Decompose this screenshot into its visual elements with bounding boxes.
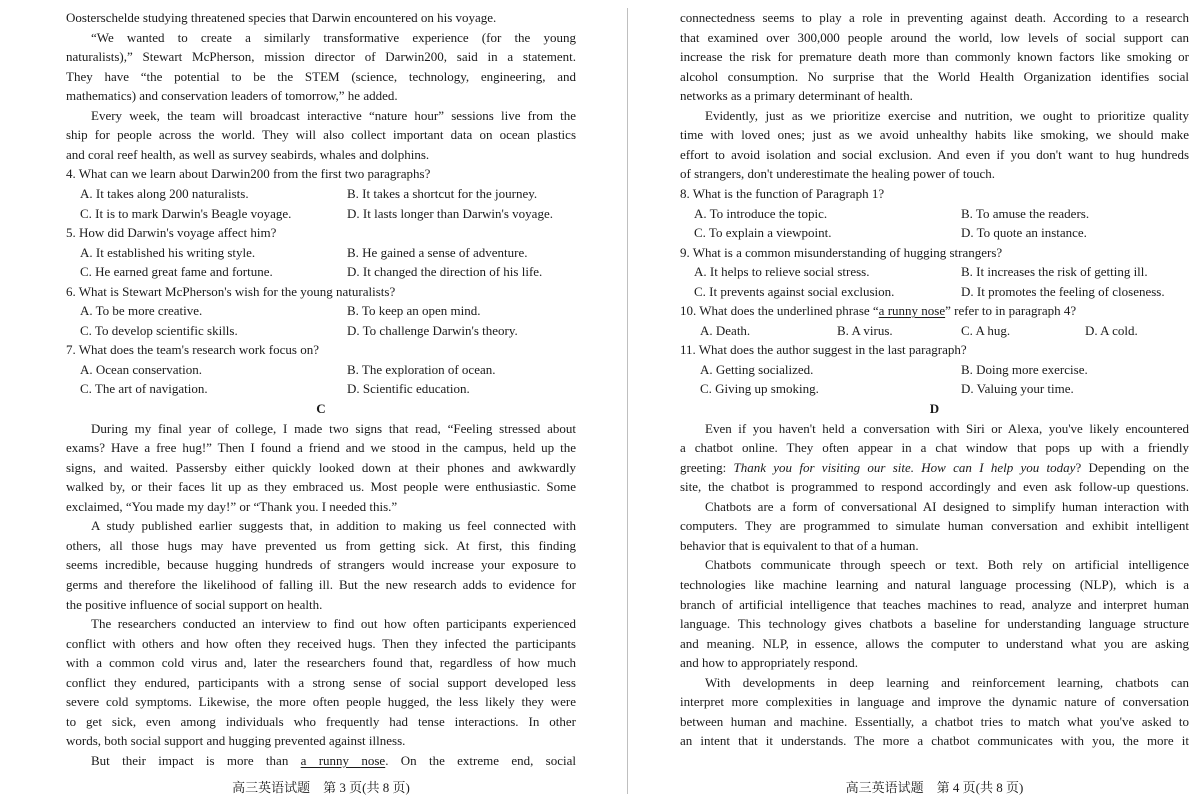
- left-page: [66, 0, 576, 806]
- passage-d-line: and meaning. NLP, in essence, allows the computer to understand what you are asking: [680, 635, 1189, 651]
- text-span: greeting:: [680, 459, 734, 475]
- passage-c-line: words, both social support and hugging prevented against illness.: [66, 733, 406, 749]
- answer-option: D. It lasts longer than Darwin's voyage.: [347, 205, 553, 221]
- text-span: But their impact is more than: [91, 752, 301, 768]
- answer-option: C. It prevents against social exclusion.: [694, 283, 895, 299]
- answer-option: B. He gained a sense of adventure.: [347, 244, 528, 260]
- passage-d-line: site, the chatbot is programmed to respond accordingly and even ask follow-up questions.: [680, 479, 1189, 495]
- passage-line: and coral reef health, as well as survey seabirds, whales and dolphins.: [66, 146, 430, 162]
- passage-d-line: technologies like machine learning and natural language processing (NLP), which is a: [680, 576, 1189, 592]
- passage-d-line: behavior that is equivalent to that of a human.: [680, 537, 919, 553]
- passage-line: networks as a primary determinant of health.: [680, 88, 913, 104]
- question-stem: 6. What is Stewart McPherson's wish for the young naturalists?: [66, 283, 396, 299]
- passage-c-line: with a common cold virus and, later the researchers found that, regardless of how much: [66, 655, 576, 671]
- answer-option: A. Getting socialized.: [700, 361, 814, 377]
- greeting-line: [680, 458, 1189, 478]
- passage-c-line: A study published earlier suggests that, in addition to making us feel connected with: [91, 518, 576, 534]
- answer-option: D. Valuing your time.: [961, 381, 1074, 397]
- question-stem: 8. What is the function of Paragraph 1?: [680, 185, 885, 201]
- question-stem: 9. What is a common misunderstanding of hugging strangers?: [680, 244, 1003, 260]
- text-span: ? Depending on the: [1075, 459, 1189, 475]
- italic-greeting: Thank you for visiting our site. How can I help you today: [733, 459, 1076, 475]
- passage-c-line: exams? Have a free hug!” Then I found a friend and we stood in the campus, held up the: [66, 440, 576, 456]
- passage-line: mathematics) and conservation leaders of tomorrow,” he added.: [66, 88, 398, 104]
- passage-d-line: Even if you haven't held a conversation with Siri or Alexa, you've likely encountered: [705, 420, 1189, 436]
- passage-d-line: branch of artificial intelligence that teaches machines to read, analyze and interpret human: [680, 596, 1189, 612]
- text-span: ” refer to in paragraph 4?: [945, 303, 1077, 319]
- passage-c-line: exclaimed, “You made my day!” or “Thank you. I needed this.”: [66, 498, 398, 514]
- passage-d-line: between human and machine. Essentially, a chatbot tries to match what you've asked to: [680, 713, 1189, 729]
- answer-option: D. Scientific education.: [347, 381, 470, 397]
- answer-option: D. It promotes the feeling of closeness.: [961, 283, 1165, 299]
- passage-line: of strangers, don't underestimate the healing power of touch.: [680, 166, 995, 182]
- passage-c-line: conflict they endured, participants with a strong sense of social support developed less: [66, 674, 576, 690]
- passage-d-line: an intent that it understands. The more a chatbot communicates with you, the more it: [680, 733, 1189, 749]
- right-page: [680, 0, 1189, 806]
- answer-option: C. To explain a viewpoint.: [694, 225, 832, 241]
- answer-option: C. He earned great fame and fortune.: [80, 264, 273, 280]
- question-stem: 4. What can we learn about Darwin200 from the first two paragraphs?: [66, 166, 431, 182]
- passage-c-line: During my final year of college, I made two signs that read, “Feeling stressed about: [91, 420, 576, 436]
- passage-line: that examined over 300,000 people around the world, low levels of social support can: [680, 29, 1189, 45]
- page-divider: [627, 8, 628, 794]
- question-stem-11: 11. What does the author suggest in the last paragraph?: [680, 342, 967, 358]
- answer-option: D. A cold.: [1085, 322, 1138, 338]
- passage-c-line: conflict with others and how often they received hugs. Then they infected the participants: [66, 635, 576, 651]
- passage-c-line: severe cold symptoms. Likewise, the more often people hugged, the less likely they were: [66, 694, 576, 710]
- answer-option: C. The art of navigation.: [80, 381, 208, 397]
- section-heading-d: D: [929, 401, 940, 416]
- answer-option: B. To keep an open mind.: [347, 303, 481, 319]
- passage-c-line: The researchers conducted an interview to find out how often participants experienced: [91, 616, 576, 632]
- underlined-phrase: a runny nose: [300, 752, 386, 768]
- text-span: 10. What does the underlined phrase “: [680, 303, 879, 319]
- passage-line: Oosterschelde studying threatened species that Darwin encountered on his voyage.: [66, 10, 497, 25]
- passage-line: effort to avoid isolation and social exclusion. And even if you don't want to hug hundreds: [680, 146, 1189, 162]
- page-footer-3: 高三英语试题 第 3 页(共 8 页): [232, 780, 410, 795]
- answer-option: B. A virus.: [837, 322, 893, 338]
- question-stem: 5. How did Darwin's voyage affect him?: [66, 225, 277, 241]
- passage-line: alcohol consumption. No surprise that the World Health Organization identifies social: [680, 68, 1189, 84]
- passage-c-line: seems incredible, because hugging hundreds of strangers would increase your exposure to: [66, 557, 576, 573]
- section-heading-c: C: [316, 401, 326, 416]
- passage-d-line: and how to appropriately respond.: [680, 655, 858, 671]
- answer-option: B. The exploration of ocean.: [347, 361, 496, 377]
- passage-d-line: Chatbots are a form of conversational AI designed to simplify human interaction with: [705, 498, 1189, 514]
- passage-c-last-line: [66, 751, 576, 771]
- answer-option: B. It increases the risk of getting ill.: [961, 264, 1148, 280]
- answer-option: D. It changed the direction of his life.: [347, 264, 543, 280]
- answer-option: A. It takes along 200 naturalists.: [80, 185, 249, 201]
- question-stem-10: [680, 301, 1189, 321]
- answer-option: A. It established his writing style.: [80, 244, 256, 260]
- passage-d-line: computers. They are programmed to simulate human conversation and exhibit intelligent: [680, 518, 1189, 534]
- passage-c-line: others, all those hugs may have prevented us from getting sick. At first, this finding: [66, 537, 576, 553]
- answer-option: C. It is to mark Darwin's Beagle voyage.: [80, 205, 292, 221]
- underlined-phrase: a runny nose: [878, 303, 946, 319]
- passage-line: connectedness seems to play a role in preventing against death. According to a research: [680, 10, 1189, 25]
- answer-option: A. Death.: [700, 322, 751, 338]
- passage-c-line: the positive influence of social support on health.: [66, 596, 323, 612]
- passage-c-line: walked by, or their faces lit up as they embraced us. Most people were enthusiastic. Some: [66, 479, 576, 495]
- passage-line: “We wanted to create a similarly transformative experience (for the young: [91, 29, 576, 45]
- passage-d-line: With developments in deep learning and reinforcement learning, chatbots can: [705, 674, 1189, 690]
- answer-option: A. To introduce the topic.: [694, 205, 828, 221]
- page-footer-4: 高三英语试题 第 4 页(共 8 页): [845, 780, 1024, 795]
- answer-option: A. It helps to relieve social stress.: [694, 264, 870, 280]
- passage-d-line: Chatbots communicate through speech or text. Both rely on artificial intelligence: [705, 557, 1189, 573]
- passage-line: They have “the potential to be the STEM (science, technology, engineering, and: [66, 68, 576, 84]
- passage-c-line: signs, and waited. Passersby either quickly looked down at their phones and awkwardly: [66, 459, 576, 475]
- passage-line: time with loved ones; just as we avoid unhealthy habits like smoking, we should make: [680, 127, 1189, 143]
- answer-option: C. To develop scientific skills.: [80, 322, 238, 338]
- text-span: . On the extreme end, social: [385, 752, 576, 768]
- passage-d-line: interpret more complexities in language and improve the dynamic nature of conversation: [680, 694, 1189, 710]
- passage-line: Evidently, just as we prioritize exercise and nutrition, we ought to prioritize quality: [705, 107, 1189, 123]
- answer-option: D. To quote an instance.: [961, 225, 1087, 241]
- answer-option: A. To be more creative.: [80, 303, 203, 319]
- answer-option: D. To challenge Darwin's theory.: [347, 322, 518, 338]
- answer-option: C. A hug.: [961, 322, 1011, 338]
- passage-line: naturalists),” Stewart McPherson, mission director of Darwin200, said in a statement.: [66, 49, 576, 65]
- passage-line: Every week, the team will broadcast interactive “nature hour” sessions live from the: [91, 107, 576, 123]
- passage-line: ship for people across the world. They will also collect important data on ocean plastics: [66, 127, 576, 143]
- passage-line: increase the risk for premature death more than commonly known factors like smoking or: [680, 49, 1189, 65]
- passage-c-line: germs and therefore the likelihood of falling ill. But the new research adds to evidence for: [66, 576, 576, 592]
- passage-d-line: language. This technology gives chatbots a baseline for understanding language structure: [680, 616, 1189, 632]
- answer-option: A. Ocean conservation.: [80, 361, 203, 377]
- answer-option: B. Doing more exercise.: [961, 361, 1088, 377]
- question-stem: 7. What does the team's research work focus on?: [66, 342, 319, 358]
- passage-c-line: to get sick, even among individuals who frequently had tense interactions. In other: [66, 713, 576, 729]
- answer-option: C. Giving up smoking.: [700, 381, 819, 397]
- answer-option: B. It takes a shortcut for the journey.: [347, 185, 538, 201]
- answer-option: B. To amuse the readers.: [961, 205, 1090, 221]
- passage-d-line: a chatbot online. They often appear in a chat window that pops up with a friendly: [680, 440, 1189, 456]
